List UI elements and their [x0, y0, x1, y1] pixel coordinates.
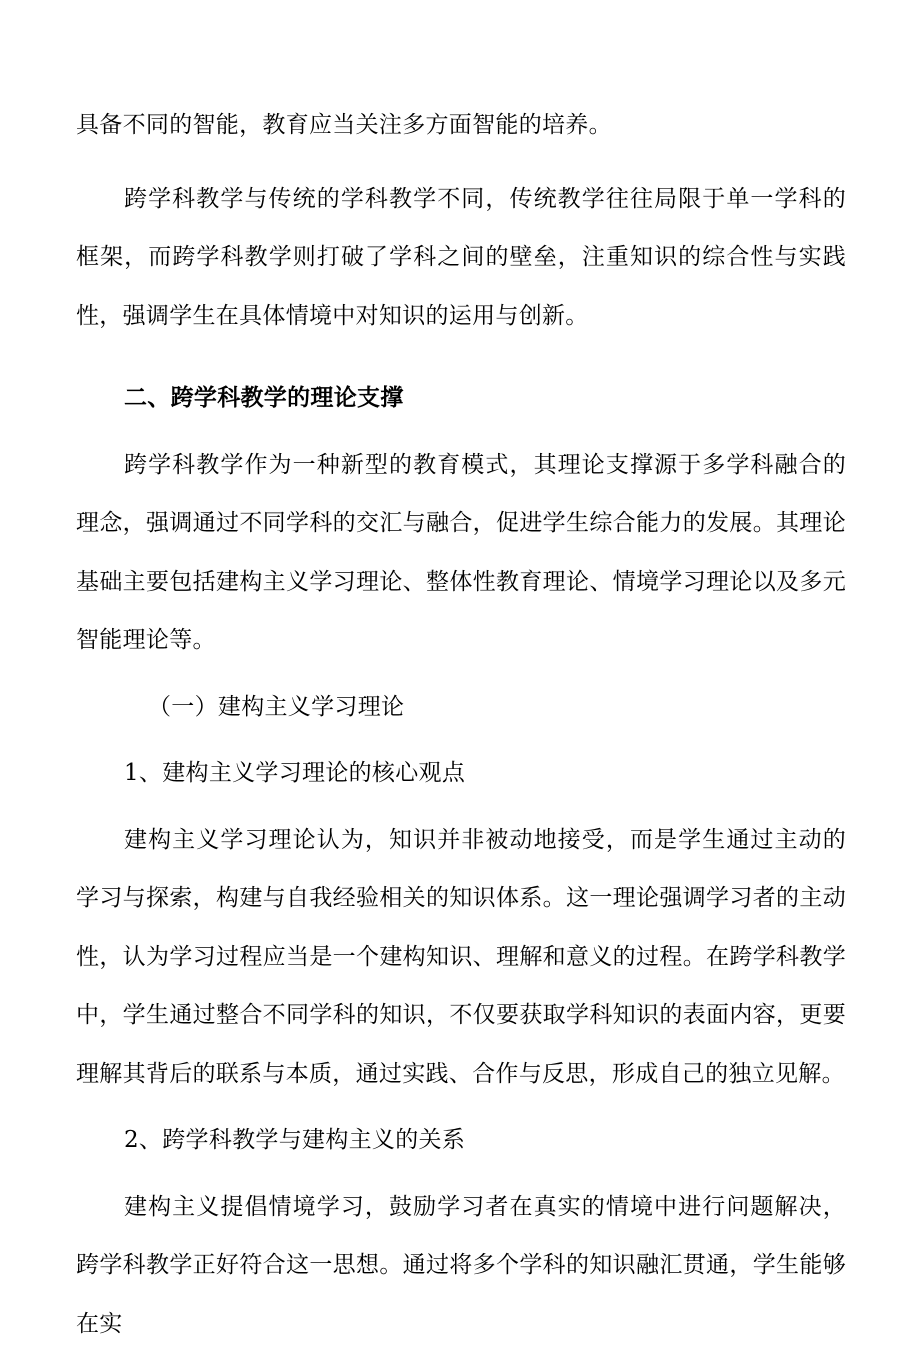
paragraph-continuation: 具备不同的智能，教育应当关注多方面智能的培养。 [76, 96, 846, 155]
document-page [76, 96, 846, 1353]
paragraph-theoretical-support: 跨学科教学作为一种新型的教育模式，其理论支撑源于多学科融合的理念，强调通过不同学科的交汇与融合，促进学生综合能力的发展。其理论基础主要包括建构主义学习理论、整体性教育理论、情境学习理论以及多元智能理论等。 [76, 436, 846, 670]
paragraph-constructivism: 建构主义学习理论认为，知识并非被动地接受，而是学生通过主动的学习与探索，构建与自我经验相关的知识体系。这一理论强调学习者的主动性，认为学习过程应当是一个建构知识、理解和意义的过程。在跨学科教学中，学生通过整合不同学科的知识，不仅要获取学科知识的表面内容，更要理解其背后的联系与本质，通过实践、合作与反思，形成自己的独立见解。 [76, 811, 846, 1104]
paragraph-interdisciplinary-vs-traditional: 跨学科教学与传统的学科教学不同，传统教学往往局限于单一学科的框架，而跨学科教学则打破了学科之间的壁垒，注重知识的综合性与实践性，强调学生在具体情境中对知识的运用与创新。 [76, 170, 846, 346]
section-heading: 二、跨学科教学的理论支撑 [76, 369, 846, 428]
item-heading-core-views: 1、建构主义学习理论的核心观点 [76, 744, 846, 803]
item-heading-relationship: 2、跨学科教学与建构主义的关系 [76, 1111, 846, 1170]
paragraph-situated-learning: 建构主义提倡情境学习，鼓励学习者在真实的情境中进行问题解决，跨学科教学正好符合这一思想。通过将多个学科的知识融汇贯通，学生能够在实 [76, 1178, 846, 1353]
subsection-heading: （一）建构主义学习理论 [76, 678, 846, 737]
